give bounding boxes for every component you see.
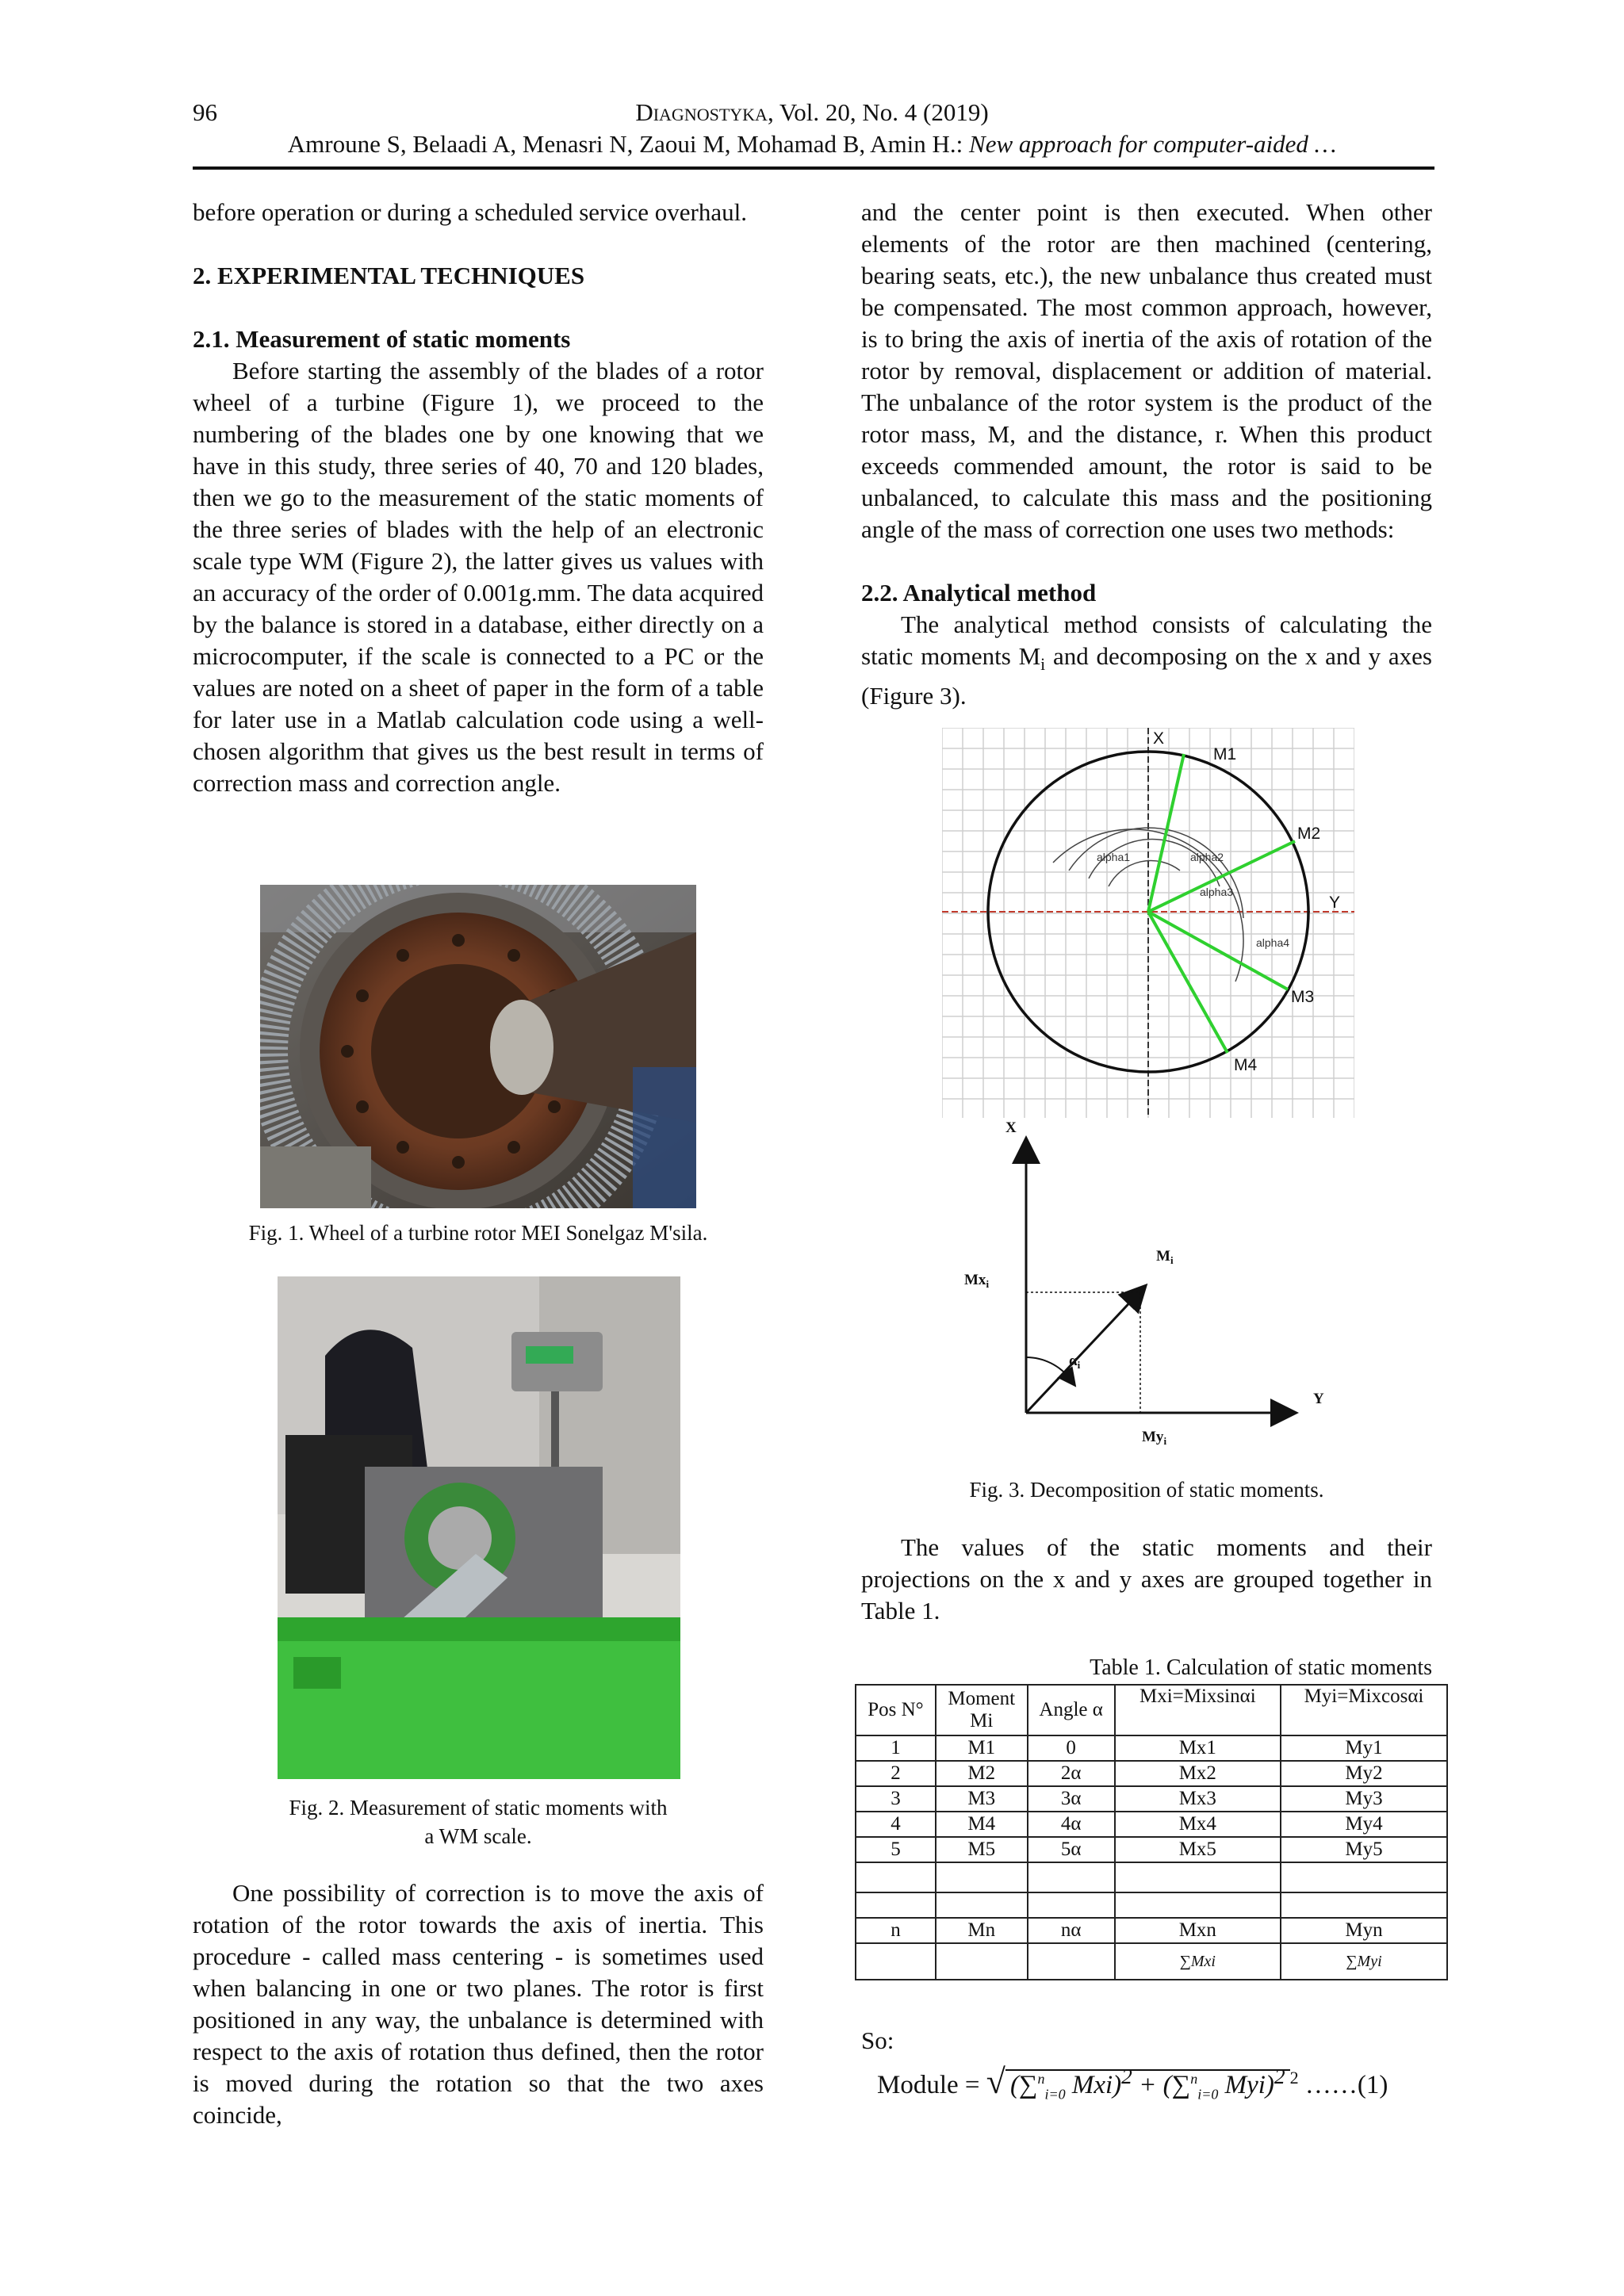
- figure-2-caption: [193, 1793, 764, 1850]
- table-cell: [936, 1943, 1028, 1980]
- table-header-cell: Moment Mi: [936, 1685, 1028, 1735]
- right-paragraph-1: [861, 609, 1432, 712]
- circle-y-label: Y: [1329, 894, 1341, 912]
- label-m2: M2: [1297, 825, 1321, 843]
- left-column-top: [193, 197, 764, 799]
- authors: Amroune S, Belaadi A, Menasri N, Zaoui M, Mohamad B, Amin H.:: [287, 130, 970, 158]
- section-heading-2-2: 2.2. Analytical method: [861, 579, 1097, 607]
- section-heading-2-1: 2.1. Measurement of static moments: [193, 325, 571, 353]
- header-rule: [193, 166, 1434, 170]
- table-cell: 5α: [1028, 1837, 1115, 1862]
- table-row: [856, 1761, 1447, 1786]
- journal-name: Diagnostyka: [635, 98, 768, 126]
- table-row: [856, 1812, 1447, 1837]
- turbine-rotor-photo: [260, 885, 696, 1208]
- table-cell: Mx2: [1115, 1761, 1281, 1786]
- section-heading-2: 2. EXPERIMENTAL TECHNIQUES: [193, 262, 585, 289]
- label-alpha3: alpha3: [1200, 886, 1234, 898]
- table-cell: M1: [936, 1735, 1028, 1761]
- table-cell: My5: [1281, 1837, 1447, 1862]
- table-cell: nα: [1028, 1918, 1115, 1943]
- journal-volume: , Vol. 20, No. 4 (2019): [767, 98, 989, 126]
- table-cell: My3: [1281, 1786, 1447, 1812]
- left-paragraph-1: Before starting the assembly of the blades of a rotor wheel of a turbine (Figure 1), we proceed to the numbering of the blades one by one knowing that we have in this study, three series of 40, 70 and 120 blades, then we go to the measurement of the static moments of the three series of blades with the help of an electronic scale type WM (Figure 2), the latter gives us values with an accuracy of the order of 0.001g.mm. The data acquired by the balance is stored in a database, either directly on a microcomputer, if the scale is connected to a PC or the values are noted on a sheet of paper in the form of a table for later use in a Matlab calculation code using a well-chosen algorithm that gives us the best result in terms of correction mass and correction angle.: [193, 357, 764, 797]
- decomp-myi-text: My: [1142, 1429, 1164, 1445]
- decomp-mxi-text: Mx: [964, 1272, 986, 1288]
- table-cell: n: [856, 1918, 936, 1943]
- table-cell: [856, 1943, 936, 1980]
- table-cell: Mx1: [1115, 1735, 1281, 1761]
- table-row: [856, 1892, 1447, 1918]
- label-m1: M1: [1213, 745, 1237, 763]
- table-cell: [1028, 1892, 1115, 1918]
- table-row: [856, 1786, 1447, 1812]
- table-header-cell: Mxi=Mixsinαi: [1115, 1685, 1281, 1735]
- decomp-mi-vector: [1026, 1294, 1138, 1413]
- table-header-row: [856, 1685, 1447, 1735]
- circle-x-label: X: [1153, 729, 1165, 748]
- table-cell: My4: [1281, 1812, 1447, 1837]
- decomposition-figure: [952, 1110, 1348, 1451]
- table-cell: [1115, 1892, 1281, 1918]
- formula-tag: ……(1): [1304, 2071, 1388, 2099]
- table-cell: 3: [856, 1786, 936, 1812]
- decomp-mi-sub: i: [1170, 1254, 1174, 1266]
- table-row: [856, 1735, 1447, 1761]
- table-cell: [1281, 1892, 1447, 1918]
- table-cell: M2: [936, 1761, 1028, 1786]
- left-paragraph-0: before operation or during a scheduled service overhaul.: [193, 198, 747, 226]
- table-cell: [856, 1862, 936, 1892]
- table-header-cell: Angle α: [1028, 1685, 1115, 1735]
- decomp-alpha-text: α: [1069, 1353, 1078, 1369]
- decomp-x-label: X: [1005, 1119, 1017, 1136]
- left-paragraph-2: One possibility of correction is to move the axis of rotation of the rotor towards the axis of inertia. This procedure - called mass centering - is sometimes used when balancing in one or two planes. The rotor is first positioned in any way, the unbalance is determined with respect to the axis of rotation thus defined, then the rotor is moved during the rotation so that the two axes coincide,: [193, 1879, 764, 2129]
- journal-header: [0, 98, 1624, 127]
- label-alpha2: alpha2: [1190, 851, 1224, 863]
- analytical-text-b: and decomposing on the x and y axes (Figure 3).: [861, 642, 1432, 710]
- figure-2-caption-line-1: Fig. 2. Measurement of static moments with: [289, 1796, 668, 1820]
- page-number: 96: [193, 98, 217, 126]
- decomp-mi-label: [1156, 1248, 1174, 1266]
- table-cell: [1028, 1943, 1115, 1980]
- figure-2-caption-line-2: a WM scale.: [424, 1824, 532, 1848]
- short-title: New approach for computer-aided …: [969, 130, 1337, 158]
- table-cell: ∑Mxi: [1115, 1943, 1281, 1980]
- table-cell: Mx5: [1115, 1837, 1281, 1862]
- table-row: [856, 1862, 1447, 1892]
- label-alpha1: alpha1: [1097, 851, 1131, 863]
- right-column-top: [861, 197, 1432, 712]
- module-formula: Module = √ (∑$^n_{i=0}$ Mxi)$^2$ + (∑$^n_{i=0}$ Myi)$^2$ $^2$ ……(1): [877, 2062, 1388, 2103]
- figure-1-caption: Fig. 1. Wheel of a turbine rotor MEI Sonelgaz M'sila.: [248, 1221, 708, 1245]
- table-cell: Mn: [936, 1918, 1028, 1943]
- table-cell: Myn: [1281, 1918, 1447, 1943]
- static-moments-circle-figure: [942, 728, 1354, 1118]
- label-m4: M4: [1234, 1056, 1258, 1074]
- decomp-myi-label: [1142, 1429, 1166, 1447]
- table-row: [856, 1837, 1447, 1862]
- table-cell: M3: [936, 1786, 1028, 1812]
- table-header-cell: Pos N°: [856, 1685, 936, 1735]
- decomp-mi-text: M: [1156, 1248, 1170, 1265]
- table-cell: [936, 1892, 1028, 1918]
- formula-lhs: Module =: [877, 2071, 986, 2099]
- table-cell: Mxn: [1115, 1918, 1281, 1943]
- left-column-bottom: [193, 1877, 764, 2131]
- wm-scale-photo: [278, 1276, 680, 1779]
- label-alpha4: alpha4: [1256, 936, 1290, 949]
- table-cell: [1115, 1862, 1281, 1892]
- table-cell: [1281, 1862, 1447, 1892]
- static-moments-table: [855, 1684, 1448, 1980]
- table-cell: 2: [856, 1761, 936, 1786]
- decomp-alpha-sub: i: [1077, 1359, 1081, 1371]
- analytical-text-sub: i: [1040, 655, 1046, 675]
- decomp-mxi-label: [964, 1272, 989, 1290]
- table-cell: 2α: [1028, 1761, 1115, 1786]
- figure-3-caption: Fig. 3. Decomposition of static moments.: [969, 1478, 1324, 1502]
- table-header-cell: Myi=Mixcosαi: [1281, 1685, 1447, 1735]
- table-cell: Mx4: [1115, 1812, 1281, 1837]
- table-cell: M5: [936, 1837, 1028, 1862]
- table-row: [856, 1918, 1447, 1943]
- table-cell: [856, 1892, 936, 1918]
- decomp-mxi-sub: i: [986, 1278, 990, 1290]
- decomp-y-label: Y: [1313, 1391, 1324, 1407]
- table-cell: 4α: [1028, 1812, 1115, 1837]
- analytical-text-a: The analytical method consists of calculating the static moments M: [861, 610, 1432, 670]
- table-cell: [936, 1862, 1028, 1892]
- table-cell: My1: [1281, 1735, 1447, 1761]
- so-label: So:: [861, 2026, 894, 2054]
- table-cell: Mx3: [1115, 1786, 1281, 1812]
- label-m3: M3: [1291, 988, 1315, 1006]
- right-paragraph-0: and the center point is then executed. When other elements of the rotor are then machined (centering, bearing seats, etc.), the new unbalance thus created must be compensated. The most common approach, however, is to bring the axis of inertia of the axis of rotation of the rotor by removal, displacement or addition of material. The unbalance of the rotor system is the product of the rotor mass, M, and the distance, r. When this product exceeds commended amount, the rotor is said to be unbalanced, to calculate this mass and the positioning angle of the mass of correction one uses two methods:: [861, 198, 1432, 543]
- table-cell: 0: [1028, 1735, 1115, 1761]
- table-cell: 3α: [1028, 1786, 1115, 1812]
- authors-header: [0, 130, 1624, 159]
- table-cell: 1: [856, 1735, 936, 1761]
- right-column-middle: [861, 1532, 1432, 1627]
- table-row: [856, 1943, 1447, 1980]
- table-cell: 4: [856, 1812, 936, 1837]
- table-1-caption: Table 1. Calculation of static moments: [1090, 1655, 1432, 1680]
- decomp-myi-sub: i: [1163, 1435, 1167, 1447]
- table-cell: [1028, 1862, 1115, 1892]
- table-cell: M4: [936, 1812, 1028, 1837]
- table-cell: 5: [856, 1837, 936, 1862]
- right-paragraph-2: The values of the static moments and their projections on the x and y axes are grouped together in Table 1.: [861, 1533, 1432, 1624]
- table-cell: ∑Myi: [1281, 1943, 1447, 1980]
- table-cell: My2: [1281, 1761, 1447, 1786]
